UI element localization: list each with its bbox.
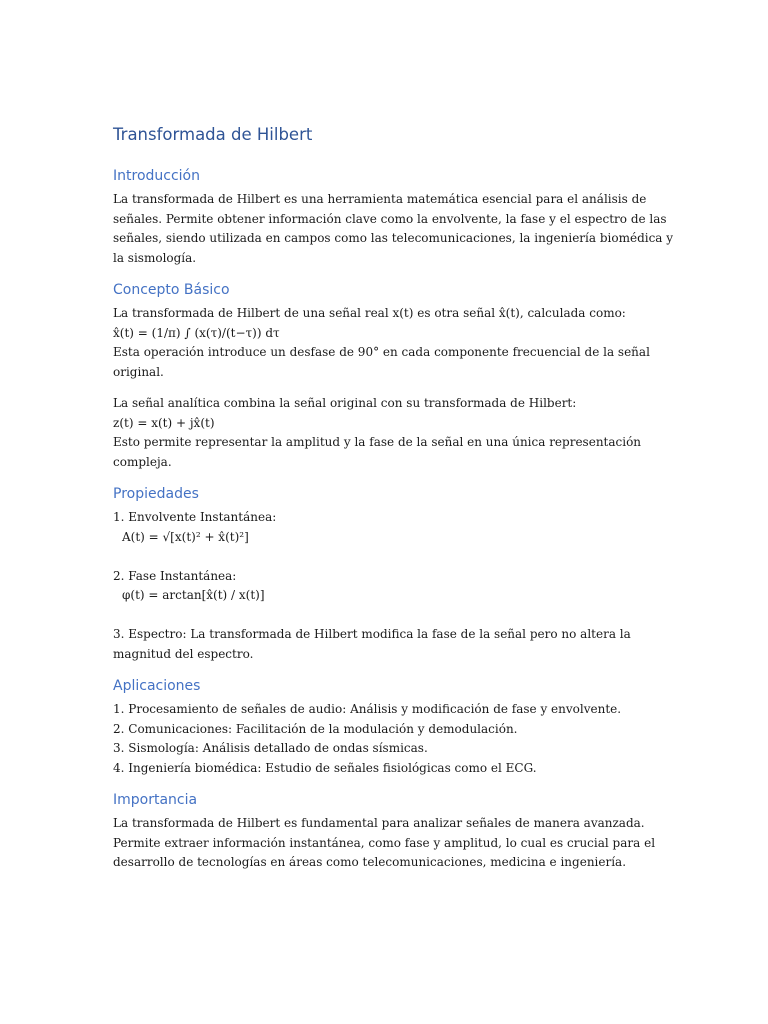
property-label-fase: 2. Fase Instantánea: — [113, 568, 237, 583]
text-line: La transformada de Hilbert es una herramienta matemática esencial para el análisis de — [113, 192, 647, 206]
section-propiedades — [113, 484, 658, 664]
text-line: Esto permite representar la amplitud y la fase de la señal en una única representación — [113, 435, 642, 449]
propiedades-list — [113, 508, 658, 664]
intro-paragraph — [113, 190, 674, 268]
document-content — [113, 124, 674, 885]
aplicaciones-list — [113, 700, 658, 778]
text-line: magnitud del espectro. — [113, 646, 254, 661]
section-concepto-basico — [113, 280, 658, 472]
list-item: 4. Ingeniería biomédica: Estudio de señales fisiológicas como el ECG. — [113, 760, 537, 775]
concepto-paragraph-1 — [113, 304, 658, 382]
section-heading-concepto-basico: Concepto Básico — [113, 282, 230, 298]
text-line: La transformada de Hilbert es fundamental para analizar señales de manera avanzada. — [113, 816, 645, 830]
text-line: señales. Permite obtener información clave como la envolvente, la fase y el espectro de las — [113, 211, 667, 226]
section-heading-introduccion: Introducción — [113, 168, 200, 184]
blank-line — [113, 547, 658, 567]
text-line: Permite extraer información instantánea, como fase y amplitud, lo cual es crucial para el — [113, 835, 656, 850]
text-line: original. — [113, 364, 164, 379]
analytic-signal-formula: z(t) = x(t) + jx̂(t) — [113, 415, 215, 430]
list-item: 2. Comunicaciones: Facilitación de la modulación y demodulación. — [113, 721, 518, 736]
document-title: Transformada de Hilbert — [113, 125, 313, 144]
property-label-envolvente: 1. Envolvente Instantánea: — [113, 510, 277, 524]
text-line: compleja. — [113, 454, 172, 469]
importancia-paragraph — [113, 814, 658, 873]
list-item: 3. Sismología: Análisis detallado de ondas sísmicas. — [113, 741, 428, 755]
envelope-formula: A(t) = √[x(t)² + x̂(t)²] — [122, 529, 249, 544]
text-line: la sismología. — [113, 250, 197, 265]
text-line: desarrollo de tecnologías en áreas como telecomunicaciones, medicina e ingeniería. — [113, 855, 627, 869]
text-line: señales, siendo utilizada en campos como las telecomunicaciones, la ingeniería biomédica y — [113, 231, 674, 245]
section-importancia — [113, 790, 658, 873]
text-line: La transformada de Hilbert de una señal real x(t) es otra señal x̂(t), calculada como: — [113, 306, 626, 320]
text-line: La señal analítica combina la señal original con su transformada de Hilbert: — [113, 396, 577, 410]
section-introduccion — [113, 166, 674, 268]
section-aplicaciones — [113, 676, 658, 778]
list-item: 1. Procesamiento de señales de audio: Análisis y modificación de fase y envolvente. — [113, 702, 622, 716]
text-line: Esta operación introduce un desfase de 90° en cada componente frecuencial de la señal — [113, 345, 650, 359]
section-heading-importancia: Importancia — [113, 792, 198, 808]
section-heading-aplicaciones: Aplicaciones — [113, 678, 201, 694]
section-heading-propiedades: Propiedades — [113, 486, 199, 502]
concepto-paragraph-2 — [113, 394, 658, 472]
blank-line — [113, 606, 658, 626]
phase-formula: φ(t) = arctan[x̂(t) / x(t)] — [122, 588, 265, 602]
property-espectro: 3. Espectro: La transformada de Hilbert modifica la fase de la señal pero no altera la — [113, 627, 631, 641]
hilbert-formula: x̂(t) = (1/π) ∫ (x(τ)/(t−τ)) dτ — [113, 325, 280, 340]
